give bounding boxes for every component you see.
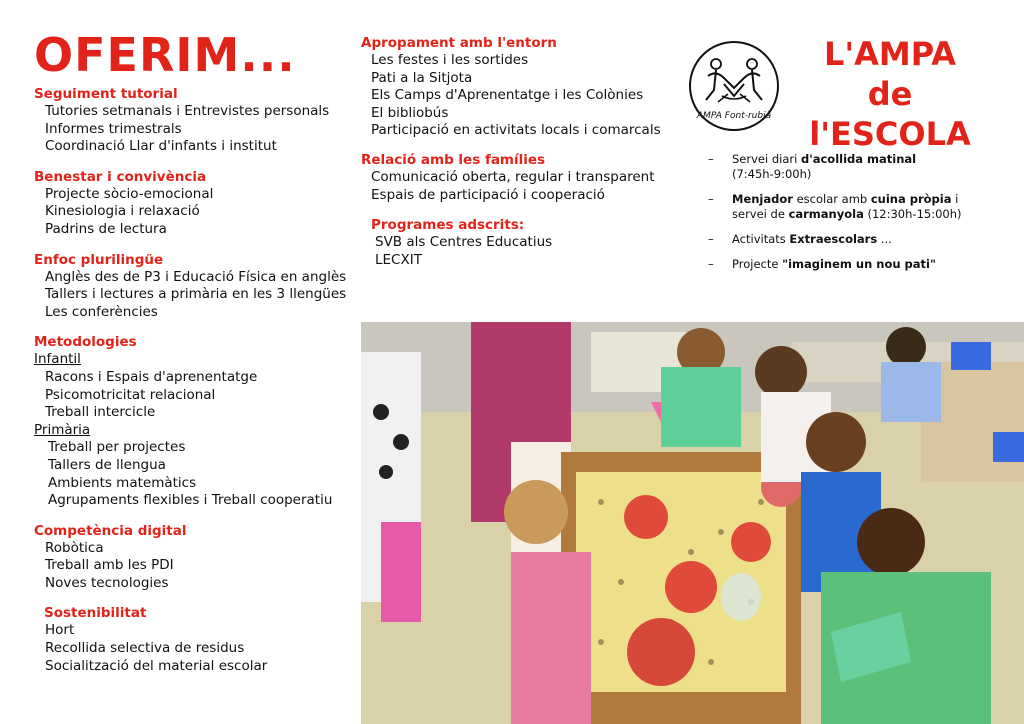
ampa-title-line1: L'AMPA [823,35,957,73]
service-item: – Servei diari d'acollida matinal (7:45h-9:00h) [708,152,917,181]
section-seguiment [34,86,354,156]
list-item: Noves tecnologies [45,574,169,591]
section-heading: Relació amb les famílies [361,151,546,168]
list-item: Anglès des de P3 i Educació Física en anglès [45,268,347,285]
ampa-title [790,34,990,154]
list-item: Participació en activitats locals i comarcals [371,122,661,139]
list-item: Tallers i lectures a primària en les 3 llengües [45,286,347,303]
section-heading: Competència digital [34,522,187,539]
offer-column [34,30,354,688]
middle-column [361,35,681,282]
section-heading: Sostenibilitat [44,605,147,622]
list-item: Informes trimestrals [45,120,182,137]
list-item: Psicomotricitat relacional [45,386,216,403]
service-item: – Menjador escolar amb cuina pròpia i servei de carmanyola (12:30h-15:00h) [708,192,962,221]
logo-text: AMPA Font-rubià [696,111,772,121]
ampa-title-line2: de l'ESCOLA [809,75,971,153]
section-heading: Seguiment tutorial [34,86,178,102]
service-item: – Activitats Extraescolars ... [708,232,892,246]
section-programes [361,217,681,269]
section-heading: Enfoc plurilingüe [34,251,164,268]
list-item: Treball per projectes [48,439,186,456]
list-item: Ambients matemàtics [48,474,197,491]
section-benestar [34,169,354,239]
subheading-infantil: Infantil [34,351,81,368]
list-item: Els Camps d'Aprenentatge i les Colònies [371,87,644,104]
section-heading: Benestar i convivència [34,168,207,185]
list-item: Racons i Espais d'aprenentatge [45,368,258,385]
list-item: Tutories setmanals i Entrevistes personals [45,103,330,119]
list-item: Les conferències [45,303,158,320]
classroom-photo-icon [361,322,1024,724]
list-item: Les festes i les sortides [371,52,529,68]
list-item: Socialització del material escolar [45,657,268,674]
list-item: Agrupaments flexibles i Treball cooperatiu [48,492,333,509]
section-digital [34,523,354,593]
list-item: Treball intercicle [45,404,156,421]
page-title: OFERIM... [34,28,296,82]
list-item: SVB als Centres Educatius [375,234,553,251]
section-heading: Metodologies [34,334,137,351]
section-families [361,152,681,204]
ampa-logo [688,40,780,132]
list-item: Tallers de llengua [48,456,166,473]
list-item: LECXIT [375,251,422,268]
list-item: Coordinació Llar d'infants i institut [45,138,277,155]
list-item: Robòtica [45,539,104,556]
section-heading: Apropament amb l'entorn [361,35,557,51]
section-sostenibilitat [34,605,354,675]
list-item: Recollida selectiva de residus [45,640,245,657]
section-entorn [361,35,681,140]
section-plurilingue [34,252,354,322]
list-item: Comunicació oberta, regular i transparent [371,168,655,185]
services-list [708,152,1008,282]
list-item: Hort [45,622,75,639]
section-heading: Programes adscrits: [371,217,525,234]
list-item: Pati a la Sitjota [371,69,473,86]
list-item: Kinesiologia i relaxació [45,203,200,220]
list-item: Projecte sòcio-emocional [45,185,214,202]
service-item: – Projecte "imaginem un nou pati" [708,257,936,271]
list-item: Treball amb les PDI [45,557,174,574]
section-metodologies [34,334,354,509]
list-item: Padrins de lectura [45,220,167,237]
ampa-logo-icon [688,40,780,132]
list-item: Espais de participació i cooperació [371,186,605,203]
classroom-photo [361,322,1024,724]
list-item: El bibliobús [371,104,449,121]
subheading-primaria: Primària [34,421,91,438]
